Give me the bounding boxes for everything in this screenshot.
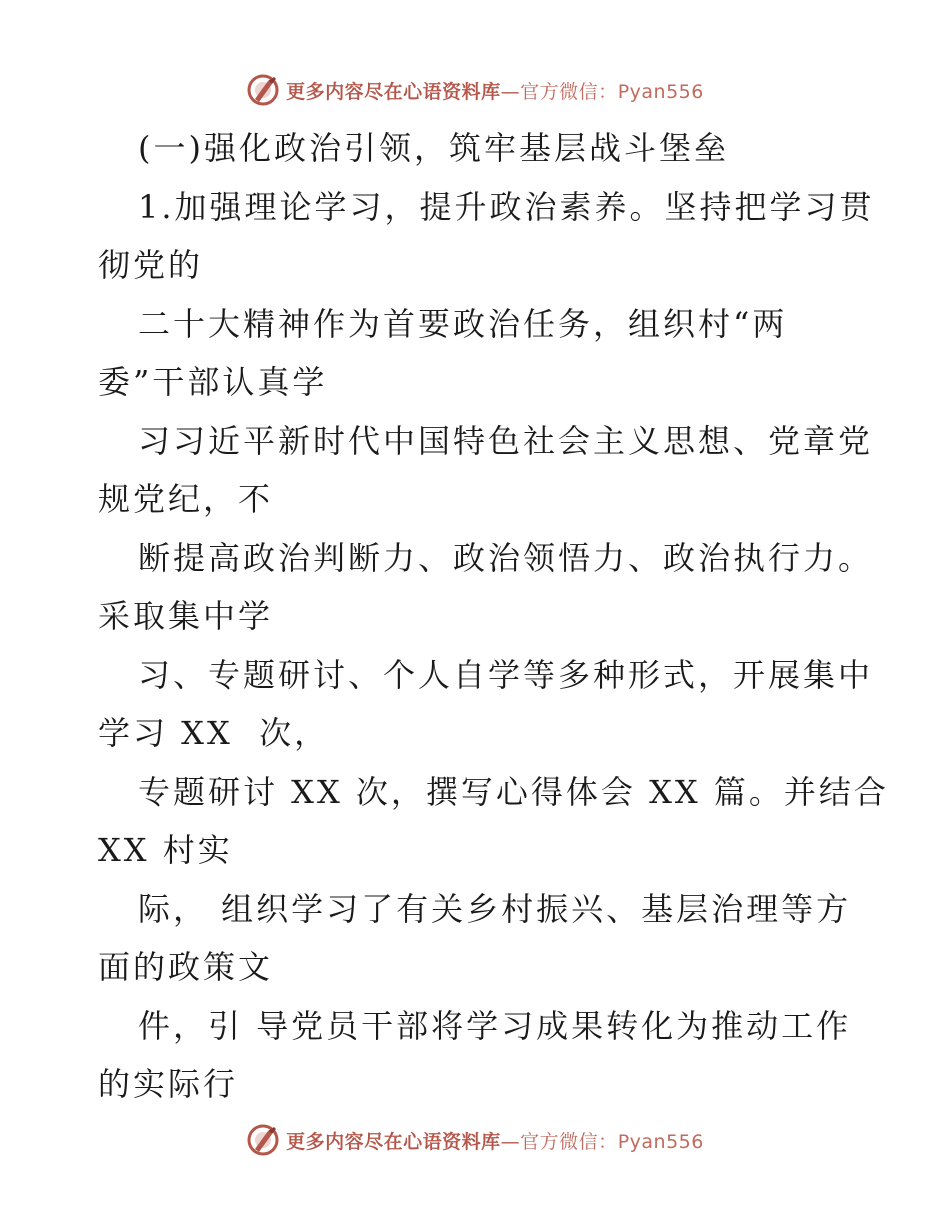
paragraph-line: 的实际行 <box>98 1065 239 1103</box>
paragraph-line: 二十大精神作为首要政治任务，组织村“两 <box>138 305 788 343</box>
banner-wechat-id: Pyan556 <box>617 1130 704 1153</box>
paragraph-line: 采取集中学 <box>98 597 274 635</box>
banner-wechat-label: 官方微信： <box>520 1130 618 1153</box>
banner-wechat-id: Pyan556 <box>617 80 704 103</box>
paragraph-line: 面的政策文 <box>98 948 274 986</box>
banner-text <box>286 1127 704 1154</box>
paragraph-line: 习习近平新时代中国特色社会主义思想、党章党 <box>138 422 874 460</box>
footer-watermark-banner <box>0 1120 950 1160</box>
banner-wechat-label: 官方微信： <box>520 80 618 103</box>
paragraph-line: 习、专题研讨、个人自学等多种形式，开展集中 <box>138 656 874 694</box>
banner-brand-text: 更多内容尽在心语资料库 <box>286 1130 501 1153</box>
paragraph-line: 彻党的 <box>98 246 204 284</box>
section-heading: (一)强化政治引领，筑牢基层战斗堡垒 <box>138 129 729 167</box>
paragraph-line: 委”干部认真学 <box>98 363 328 401</box>
paragraph-line: 件，引 导党员干部将学习成果转化为推动工作 <box>138 1007 852 1045</box>
banner-separator: — <box>500 80 521 103</box>
paragraph-line: 学习 XX 次， <box>98 714 330 752</box>
paragraph-line: 际， 组织学习了有关乡村振兴、基层治理等方 <box>138 890 852 928</box>
paragraph-line: 规党纪，不 <box>98 480 274 518</box>
banner-brand-text: 更多内容尽在心语资料库 <box>286 80 501 103</box>
pen-nib-logo-icon <box>246 1123 280 1157</box>
paragraph-line: XX 村实 <box>98 831 233 869</box>
paragraph-line: 专题研讨 XX 次，撰写心得体会 XX 篇。并结合 <box>138 773 889 811</box>
banner-separator: — <box>500 1130 521 1153</box>
paragraph-line: 1.加强理论学习，提升政治素养。坚持把学习贯 <box>138 188 875 226</box>
paragraph-line: 断提高政治判断力、政治领悟力、政治执行力。 <box>138 539 874 577</box>
